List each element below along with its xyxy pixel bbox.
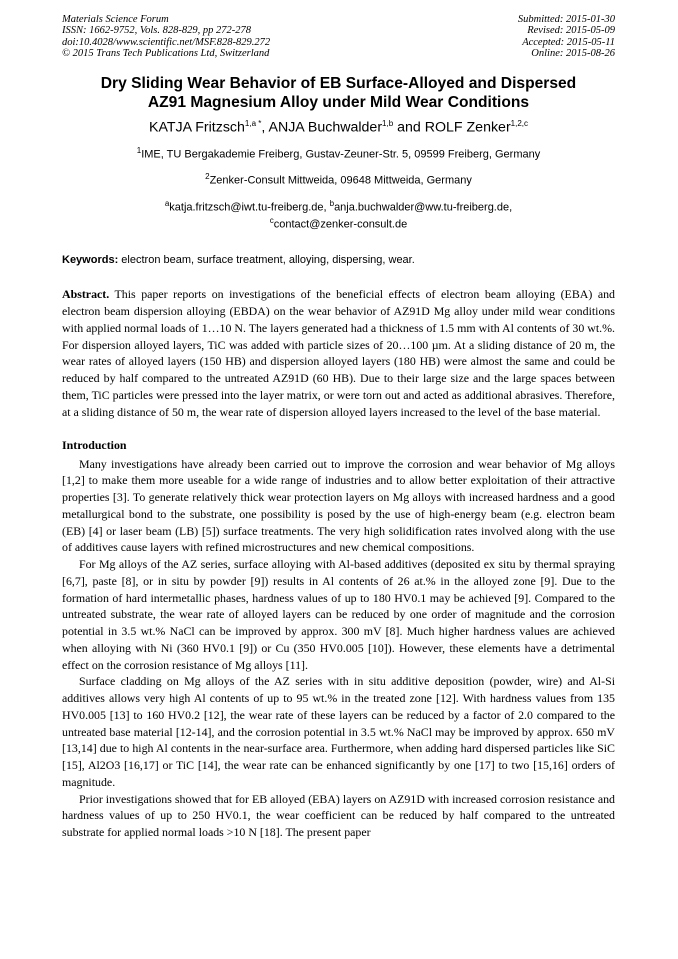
paper-page xyxy=(62,14,615,841)
email-superscript: c xyxy=(269,216,274,226)
intro-paragraph: Prior investigations showed that for EB alloyed (EBA) layers on AZ91D with increased corrosion resistance and hardness values of up to 250 HV0.1, the wear coefficient can be reduced by half compared to the untreated substrate for applied normal loads >10 N [18]. The present paper xyxy=(62,791,615,840)
doi-line: doi:10.4028/www.scientific.net/MSF.828-829.272 xyxy=(62,36,271,48)
keywords-label: Keywords: xyxy=(62,253,119,266)
email-line-2 xyxy=(62,214,615,232)
accepted-date: Accepted: 2015-05-11 xyxy=(522,36,615,48)
author-superscript: 1,b xyxy=(382,118,394,128)
author-name: ANJA Buchwalder xyxy=(268,119,383,136)
publication-dates xyxy=(518,14,615,60)
keywords-text: electron beam, surface treatment, alloying, dispersing, wear. xyxy=(118,253,415,266)
email-link[interactable]: contact@zenker-consult.de xyxy=(273,218,408,231)
submitted-date: Submitted: 2015-01-30 xyxy=(517,14,615,25)
author-list xyxy=(62,115,615,137)
email-link[interactable]: anja.buchwalder@ww.tu-freiberg.de, xyxy=(334,201,513,214)
copyright-line: © 2015 Trans Tech Publications Ltd, Switzerland xyxy=(62,48,270,60)
affiliation-superscript: 2 xyxy=(205,172,210,182)
affiliation-text: Zenker-Consult Mittweida, 09648 Mittweida, Germany xyxy=(209,174,472,187)
intro-paragraph: Many investigations have already been carried out to improve the corrosion and wear behavior of Mg alloys [1,2] to make them more useable for a wide range of industries and to allow better exploitation of their attractive properties [3]. To generate relatively thick wear protection layers on Mg alloys with increased hardness and a good metallurgical bond to the substrate, one possibility is posed by the use of high-energy beam (e.g. electron beam (EB) [4] or laser beam (LB) [5]) surface treatments. The very high solidification rates involved along with the use of additives cause layers with refined microstructures and new chemical compositions. xyxy=(62,456,615,555)
journal-name: Materials Science Forum xyxy=(62,14,169,25)
revised-date: Revised: 2015-05-09 xyxy=(527,25,615,37)
abstract-text: This paper reports on investigations of the beneficial effects of electron beam alloying (EBA) and electron beam dispersion alloying (EBDA) on the wear behavior of AZ91D Mg alloy under mild wear conditions with applied normal loads of 1…10 N. The layers generated had a thickness of 1.5 mm with Al contents of 30 wt.%. For dispersion alloyed layers, TiC was added with particle sizes of 20…100 µm. At a sliding distance of 20 m, the wear rates of alloyed layers (150 HB) and dispersion alloyed layers (180 HB) were almost the same and could be reduced by half compared to the untreated AZ91D (60 HB). Due to their large size and the large spaces between them, TiC particles were pressed into the layer matrix, or were torn out and acted as additional abrasives. Therefore, at a sliding distance of 50 m, the wear rate of dispersion alloyed layers increased to the level of the base material. xyxy=(62,286,615,419)
affiliation-1 xyxy=(62,144,615,162)
online-date: Online: 2015-08-26 xyxy=(531,48,615,60)
affiliation-superscript: 1 xyxy=(136,146,142,156)
email-line-1 xyxy=(62,197,615,215)
abstract-label: Abstract. xyxy=(62,286,110,301)
email-link[interactable]: katja.fritzsch@iwt.tu-freiberg.de, xyxy=(169,201,330,214)
author-emails xyxy=(62,197,615,232)
issn-line: ISSN: 1662-9752, Vols. 828-829, pp 272-278 xyxy=(62,25,251,37)
email-superscript: b xyxy=(329,198,335,208)
affiliation-2 xyxy=(62,170,615,188)
journal-header xyxy=(62,14,615,60)
intro-paragraph: For Mg alloys of the AZ series, surface alloying with Al-based additives (deposited ex situ by thermal spraying [6,7], paste [8], or in situ by powder [9]) results in Al contents of 26 at.% in the alloyed zone [9]. Due to the formation of hard intermetallic phases, hardness values of up to 180 HV0.1 may be achieved [9]. Compared to the untreated substrate, the wear rate of alloyed layers can be reduced by one order of magnitude and the corrosion potential in 3.5 wt.% NaCl can be improved by approx. 300 mV [8]. Much higher hardness values are achieved when alloying with Ni (360 HV0.1 [9]) or Cu (350 HV0.005 [10]). However, these elements have a detrimental effect on the corrosion resistance of Mg alloys [11]. xyxy=(62,557,615,672)
author-name: KATJA Fritzsch xyxy=(148,119,245,136)
email-superscript: a xyxy=(164,198,170,208)
author-superscript: 1,a * xyxy=(244,118,262,128)
author-superscript: 1,2,c xyxy=(510,118,529,128)
intro-paragraph: Surface cladding on Mg alloys of the AZ series with in situ additive deposition (powder, wire) and Al-Si additives allows very high Al contents of up to 95 wt.% in the treated zone [12]. With hardness values from 135 HV0.005 [13] to 160 HV0.2 [12], the wear rate of these layers can be reduced by a factor of 2.0 compared to the untreated base material [12-14], and the corrosion potential in 3.5 wt.% NaCl may be improved by approx. 650 mV [13,14] due to high Al contents in the near-surface area. Furthermore, when adding hard dispersed particles like SiC [15], Al2O3 [16,17] or TiC [14], the wear rate can be enhanced significantly by one [17] to two [15,16] orders of magnitude. xyxy=(62,674,615,789)
section-heading-introduction: Introduction xyxy=(62,437,127,452)
paper-title xyxy=(62,74,615,112)
journal-info xyxy=(62,14,270,60)
title-line-1: Dry Sliding Wear Behavior of EB Surface-Alloyed and Dispersed xyxy=(100,74,577,92)
abstract xyxy=(62,286,615,421)
keywords xyxy=(62,254,615,267)
title-line-2: AZ91 Magnesium Alloy under Mild Wear Conditions xyxy=(147,93,530,111)
author-separator: , xyxy=(261,119,269,136)
affiliation-text: IME, TU Bergakademie Freiberg, Gustav-Zeuner-Str. 5, 09599 Freiberg, Germany xyxy=(141,149,541,162)
author-name: ROLF Zenker xyxy=(424,119,511,136)
author-separator: and xyxy=(393,119,425,136)
